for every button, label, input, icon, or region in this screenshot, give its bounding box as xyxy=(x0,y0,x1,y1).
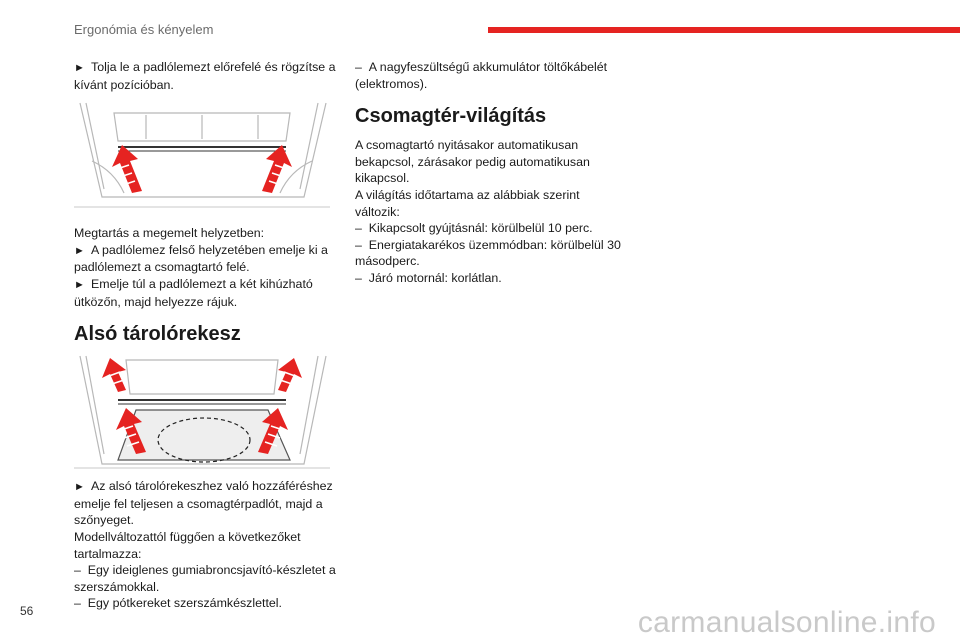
hold-raised-label: Megtartás a megemelt helyzetben: xyxy=(74,226,265,241)
instruction-access-lower-storage: ► Az alsó tárolórekeszhez való hozzáféréshez emelje fel teljesen a csomagtérpadlót, majd a szőnyeget. xyxy=(74,478,336,529)
contents-spare-wheel: – Egy pótkereket szerszámkészlettel. xyxy=(74,595,336,612)
lighting-ignition-off: – Kikapcsolt gyújtásnál: körülbelül 10 perc. xyxy=(355,220,625,237)
instruction-lift-floor: ► A padlólemez felső helyzetében emelje ki a padlólemezt a csomagtartó felé. xyxy=(74,242,336,276)
lighting-engine-running: – Járó motornál: korlátlan. xyxy=(355,270,625,287)
heading-boot-lighting: Csomagtér-világítás xyxy=(355,105,547,128)
contents-intro: Modellváltozattól függően a következőket tartalmazza: xyxy=(74,529,301,561)
instruction-push-floor: ► Tolja le a padlólemezt előrefelé és rögzítse a kívánt pozícióban. xyxy=(74,59,336,93)
left-column xyxy=(74,59,336,612)
contents-repair-kit: – Egy ideiglenes gumiabroncsjavító-készletet a szerszámokkal. xyxy=(74,562,336,595)
lighting-duration-intro: A világítás időtartama az alábbiak szerint változik: xyxy=(355,187,580,219)
instruction-place-on-stops: ► Emelje túl a padlólemezt a két kihúzható ütközőn, majd helyezze rájuk. xyxy=(74,276,336,310)
lower-storage-illustration xyxy=(74,354,330,470)
lighting-description: A csomagtartó nyitásakor automatikusan bekapcsol, zárásakor pedig automatikusan kikapcsol. xyxy=(355,138,590,186)
contents-charging-cable: – A nagyfeszültségű akkumulátor töltőkábelét (elektromos). xyxy=(355,59,625,92)
header-accent-bar xyxy=(488,27,960,33)
trunk-floor-lowered-illustration xyxy=(74,101,330,217)
heading-lower-storage: Alsó tárolórekesz xyxy=(74,323,241,346)
lighting-energy-saving: – Energiatakarékos üzemmódban: körülbelül 30 másodperc. xyxy=(355,237,625,270)
watermark: carmanualsonline.info xyxy=(637,606,936,639)
section-title: Ergonómia és kényelem xyxy=(74,22,214,37)
right-column xyxy=(355,59,625,287)
page-number: 56 xyxy=(20,604,34,618)
